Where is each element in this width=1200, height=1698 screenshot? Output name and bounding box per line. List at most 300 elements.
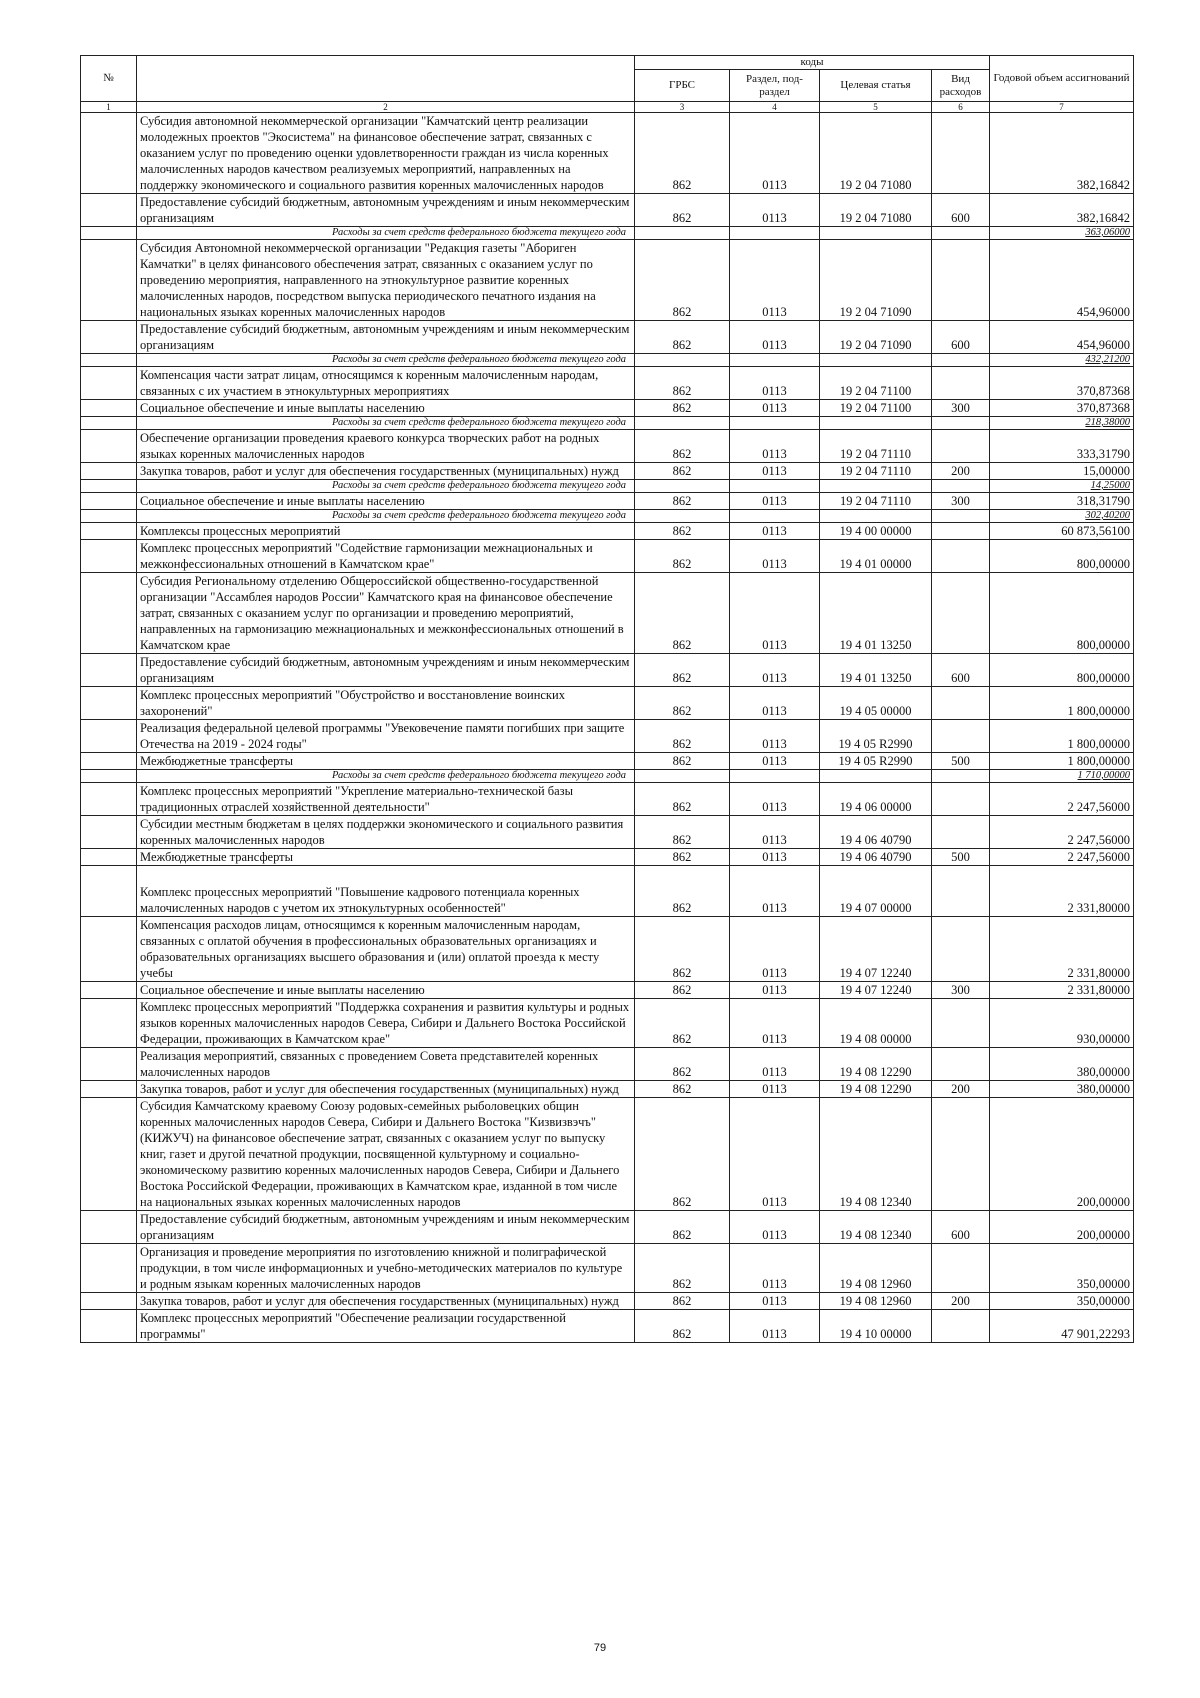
row-sum: 380,00000 — [990, 1048, 1134, 1081]
row-number-cell — [81, 1098, 137, 1211]
row-name: Расходы за счет средств федерального бюджета текущего года — [137, 770, 635, 783]
row-grbs: 862 — [635, 430, 730, 463]
row-razdel: 0113 — [730, 783, 820, 816]
row-sum: 2 247,56000 — [990, 816, 1134, 849]
row-number-cell — [81, 227, 137, 240]
row-razdel: 0113 — [730, 849, 820, 866]
row-name: Комплекс процессных мероприятий "Повышение кадрового потенциала коренных малочисленных народов с учетом их этнокультурных особенностей" — [137, 866, 635, 917]
table-header — [81, 56, 1134, 113]
row-sum: 800,00000 — [990, 573, 1134, 654]
row-razdel: 0113 — [730, 654, 820, 687]
row-number-cell — [81, 194, 137, 227]
row-number-cell — [81, 523, 137, 540]
row-expense-type — [932, 720, 990, 753]
row-name: Комплексы процессных мероприятий — [137, 523, 635, 540]
target-article-cell — [820, 417, 932, 430]
row-razdel: 0113 — [730, 493, 820, 510]
row-target-article: 19 4 01 13250 — [820, 573, 932, 654]
row-grbs: 862 — [635, 400, 730, 417]
row-number-cell — [81, 1244, 137, 1293]
row-razdel: 0113 — [730, 113, 820, 194]
row-name: Комплекс процессных мероприятий "Укрепление материально-технической базы традиционных отраслей хозяйственной деятельности" — [137, 783, 635, 816]
row-name: Организация и проведение мероприятия по изготовлению книжной и полиграфической продукции, в том числе информационных и учебно-методических материалов по культуре и родным языкам коренных малочисленных народов — [137, 1244, 635, 1293]
row-number-cell — [81, 113, 137, 194]
row-target-article: 19 4 08 12340 — [820, 1098, 932, 1211]
row-number-cell — [81, 1310, 137, 1343]
row-name: Расходы за счет средств федерального бюджета текущего года — [137, 510, 635, 523]
row-target-article: 19 4 08 12340 — [820, 1211, 932, 1244]
row-name: Предоставление субсидий бюджетным, автономным учреждениям и иным некоммерческим организациям — [137, 1211, 635, 1244]
target-article-cell — [820, 354, 932, 367]
row-expense-type: 500 — [932, 849, 990, 866]
table-row — [81, 753, 1134, 770]
row-name: Комплекс процессных мероприятий "Поддержка сохранения и развития культуры и родных языков коренных малочисленных народов Севера, Сибири и Дальнего Востока Российской Федерации, проживающих в Камчатском крае" — [137, 999, 635, 1048]
target-article-cell — [820, 770, 932, 783]
row-grbs: 862 — [635, 654, 730, 687]
row-razdel: 0113 — [730, 982, 820, 999]
row-target-article: 19 4 05 00000 — [820, 687, 932, 720]
row-sum: 47 901,22293 — [990, 1310, 1134, 1343]
razdel-cell — [730, 770, 820, 783]
table-row — [81, 982, 1134, 999]
table-row — [81, 493, 1134, 510]
table-row — [81, 367, 1134, 400]
row-expense-type: 300 — [932, 400, 990, 417]
row-grbs: 862 — [635, 999, 730, 1048]
table-row — [81, 816, 1134, 849]
row-expense-type — [932, 540, 990, 573]
row-name: Предоставление субсидий бюджетным, автономным учреждениям и иным некоммерческим организациям — [137, 654, 635, 687]
table-row — [81, 400, 1134, 417]
row-sum: 382,16842 — [990, 113, 1134, 194]
row-name: Субсидии местным бюджетам в целях поддержки экономического и социального развития коренных малочисленных народов — [137, 816, 635, 849]
row-name: Субсидия Автономной некоммерческой организации "Редакция газеты "Абориген Камчатки" в целях финансового обеспечения затрат, связанных с оказанием услуг по проведению мероприятия, направленного на этнокультурное развитие коренных малочисленных народов, посредством выпуска периодического печатного издания на национальных языках коренных малочисленных народов — [137, 240, 635, 321]
row-razdel: 0113 — [730, 1310, 820, 1343]
row-grbs: 862 — [635, 523, 730, 540]
table-row — [81, 849, 1134, 866]
row-expense-type — [932, 573, 990, 654]
federal-budget-row — [81, 417, 1134, 430]
row-sum: 800,00000 — [990, 540, 1134, 573]
row-grbs: 862 — [635, 1048, 730, 1081]
federal-budget-row — [81, 480, 1134, 493]
row-expense-type: 300 — [932, 982, 990, 999]
row-number-cell — [81, 463, 137, 480]
row-razdel: 0113 — [730, 1098, 820, 1211]
row-razdel: 0113 — [730, 1211, 820, 1244]
row-sum: 2 331,80000 — [990, 917, 1134, 982]
budget-document-page — [80, 55, 1133, 1343]
row-sum: 1 800,00000 — [990, 720, 1134, 753]
row-name: Предоставление субсидий бюджетным, автономным учреждениям и иным некоммерческим организациям — [137, 194, 635, 227]
row-sum: 60 873,56100 — [990, 523, 1134, 540]
table-row — [81, 463, 1134, 480]
row-number-cell — [81, 866, 137, 917]
table-row — [81, 113, 1134, 194]
row-sum: 363,06000 — [990, 227, 1134, 240]
row-number-cell — [81, 770, 137, 783]
row-name: Расходы за счет средств федерального бюджета текущего года — [137, 480, 635, 493]
row-sum: 350,00000 — [990, 1244, 1134, 1293]
row-target-article: 19 4 10 00000 — [820, 1310, 932, 1343]
row-expense-type: 600 — [932, 1211, 990, 1244]
row-sum: 350,00000 — [990, 1293, 1134, 1310]
row-grbs: 862 — [635, 849, 730, 866]
row-grbs: 862 — [635, 113, 730, 194]
header-razdel: Раздел, под-раздел — [730, 70, 820, 102]
row-number-cell — [81, 982, 137, 999]
table-row — [81, 1098, 1134, 1211]
row-grbs: 862 — [635, 917, 730, 982]
column-number: 4 — [730, 102, 820, 113]
row-sum: 382,16842 — [990, 194, 1134, 227]
expense-type-cell — [932, 480, 990, 493]
table-row — [81, 240, 1134, 321]
row-expense-type — [932, 917, 990, 982]
row-number-cell — [81, 540, 137, 573]
razdel-cell — [730, 417, 820, 430]
row-sum: 454,96000 — [990, 240, 1134, 321]
row-expense-type: 200 — [932, 1081, 990, 1098]
header-volume: Годовой объем ассигнований — [990, 56, 1134, 102]
row-sum: 15,00000 — [990, 463, 1134, 480]
row-target-article: 19 2 04 71110 — [820, 463, 932, 480]
row-expense-type — [932, 687, 990, 720]
table-row — [81, 917, 1134, 982]
row-number-cell — [81, 1048, 137, 1081]
row-expense-type: 500 — [932, 753, 990, 770]
row-expense-type — [932, 783, 990, 816]
row-razdel: 0113 — [730, 430, 820, 463]
row-expense-type — [932, 1244, 990, 1293]
target-article-cell — [820, 510, 932, 523]
razdel-cell — [730, 354, 820, 367]
row-sum: 2 331,80000 — [990, 866, 1134, 917]
row-target-article: 19 4 00 00000 — [820, 523, 932, 540]
expense-type-cell — [932, 770, 990, 783]
row-name: Комплекс процессных мероприятий "Обустройство и восстановление воинских захоронений" — [137, 687, 635, 720]
budget-table — [80, 55, 1134, 1343]
row-grbs: 862 — [635, 1310, 730, 1343]
row-number-cell — [81, 480, 137, 493]
row-sum: 318,31790 — [990, 493, 1134, 510]
row-number-cell — [81, 417, 137, 430]
row-name: Реализация федеральной целевой программы "Увековечение памяти погибших при защите Отечества на 2019 - 2024 годы" — [137, 720, 635, 753]
row-expense-type: 300 — [932, 493, 990, 510]
row-number-cell — [81, 573, 137, 654]
header-celevaya: Целевая статья — [820, 70, 932, 102]
row-grbs: 862 — [635, 573, 730, 654]
expense-type-cell — [932, 417, 990, 430]
expense-type-cell — [932, 354, 990, 367]
row-target-article: 19 2 04 71090 — [820, 321, 932, 354]
grbs-cell — [635, 354, 730, 367]
row-grbs: 862 — [635, 194, 730, 227]
row-expense-type — [932, 430, 990, 463]
table-row — [81, 999, 1134, 1048]
row-sum: 370,87368 — [990, 367, 1134, 400]
row-name: Предоставление субсидий бюджетным, автономным учреждениям и иным некоммерческим организациям — [137, 321, 635, 354]
row-sum: 218,38000 — [990, 417, 1134, 430]
row-target-article: 19 4 06 00000 — [820, 783, 932, 816]
row-sum: 800,00000 — [990, 654, 1134, 687]
target-article-cell — [820, 227, 932, 240]
row-sum: 2 247,56000 — [990, 783, 1134, 816]
row-target-article: 19 4 07 12240 — [820, 917, 932, 982]
row-sum: 370,87368 — [990, 400, 1134, 417]
row-expense-type: 200 — [932, 463, 990, 480]
row-name: Реализация мероприятий, связанных с проведением Совета представителей коренных малочисленных народов — [137, 1048, 635, 1081]
column-number: 5 — [820, 102, 932, 113]
row-grbs: 862 — [635, 463, 730, 480]
row-target-article: 19 4 06 40790 — [820, 816, 932, 849]
grbs-cell — [635, 510, 730, 523]
row-grbs: 862 — [635, 1293, 730, 1310]
row-target-article: 19 2 04 71110 — [820, 430, 932, 463]
grbs-cell — [635, 770, 730, 783]
row-target-article: 19 2 04 71110 — [820, 493, 932, 510]
row-razdel: 0113 — [730, 687, 820, 720]
row-razdel: 0113 — [730, 720, 820, 753]
row-name: Субсидия Камчатскому краевому Союзу родовых-семейных рыболовецких общин коренных малочисленных народов Севера, Сибири и Дальнего Востока "Кизвизвэчъ" (КИЖУЧ) на финансовое обеспечение затрат, связанных с оказанием услуг по выпуску книг, газет и другой печатной продукции, посвященной культурному и социально-экономическому развитию коренных малочисленных народов Севера, Сибири и Дальнего Востока Российской Федерации, проживающих в Камчатском крае, изданной в том числе на национальных языках коренных малочисленных народов — [137, 1098, 635, 1211]
razdel-cell — [730, 227, 820, 240]
row-target-article: 19 4 08 00000 — [820, 999, 932, 1048]
column-number: 7 — [990, 102, 1134, 113]
row-grbs: 862 — [635, 1081, 730, 1098]
row-razdel: 0113 — [730, 816, 820, 849]
row-number-cell — [81, 720, 137, 753]
row-number-cell — [81, 354, 137, 367]
row-number-cell — [81, 1081, 137, 1098]
row-expense-type: 600 — [932, 194, 990, 227]
row-sum: 14,25000 — [990, 480, 1134, 493]
row-sum: 2 247,56000 — [990, 849, 1134, 866]
row-expense-type — [932, 367, 990, 400]
row-name: Комплекс процессных мероприятий "Обеспечение реализации государственной программы" — [137, 1310, 635, 1343]
row-number-cell — [81, 400, 137, 417]
row-sum: 1 800,00000 — [990, 687, 1134, 720]
row-grbs: 862 — [635, 321, 730, 354]
row-target-article: 19 4 08 12290 — [820, 1048, 932, 1081]
row-number-cell — [81, 367, 137, 400]
row-number-cell — [81, 321, 137, 354]
row-razdel: 0113 — [730, 753, 820, 770]
federal-budget-row — [81, 354, 1134, 367]
row-grbs: 862 — [635, 493, 730, 510]
row-grbs: 862 — [635, 1211, 730, 1244]
row-number-cell — [81, 510, 137, 523]
grbs-cell — [635, 417, 730, 430]
federal-budget-row — [81, 227, 1134, 240]
column-number: 6 — [932, 102, 990, 113]
row-name: Компенсация части затрат лицам, относящимся к коренным малочисленным народам, связанных с их участием в этнокультурных мероприятиях — [137, 367, 635, 400]
table-body — [81, 113, 1134, 1343]
row-razdel: 0113 — [730, 1081, 820, 1098]
row-sum: 200,00000 — [990, 1211, 1134, 1244]
table-row — [81, 573, 1134, 654]
row-sum: 380,00000 — [990, 1081, 1134, 1098]
table-row — [81, 1081, 1134, 1098]
row-name: Межбюджетные трансферты — [137, 753, 635, 770]
federal-budget-row — [81, 510, 1134, 523]
razdel-cell — [730, 480, 820, 493]
row-razdel: 0113 — [730, 917, 820, 982]
row-sum: 200,00000 — [990, 1098, 1134, 1211]
row-grbs: 862 — [635, 783, 730, 816]
row-number-cell — [81, 816, 137, 849]
row-target-article: 19 4 05 R2990 — [820, 720, 932, 753]
row-grbs: 862 — [635, 540, 730, 573]
row-grbs: 862 — [635, 367, 730, 400]
row-target-article: 19 2 04 71090 — [820, 240, 932, 321]
row-razdel: 0113 — [730, 866, 820, 917]
target-article-cell — [820, 480, 932, 493]
table-row — [81, 430, 1134, 463]
row-expense-type: 200 — [932, 1293, 990, 1310]
row-target-article: 19 4 01 13250 — [820, 654, 932, 687]
row-expense-type — [932, 816, 990, 849]
row-razdel: 0113 — [730, 1293, 820, 1310]
federal-budget-row — [81, 770, 1134, 783]
row-name: Расходы за счет средств федерального бюджета текущего года — [137, 354, 635, 367]
row-razdel: 0113 — [730, 999, 820, 1048]
row-target-article: 19 2 04 71100 — [820, 400, 932, 417]
row-number-cell — [81, 493, 137, 510]
row-target-article: 19 4 05 R2990 — [820, 753, 932, 770]
row-razdel: 0113 — [730, 1244, 820, 1293]
row-expense-type — [932, 1048, 990, 1081]
table-row — [81, 783, 1134, 816]
row-razdel: 0113 — [730, 573, 820, 654]
header-name — [137, 56, 635, 102]
row-number-cell — [81, 1293, 137, 1310]
row-razdel: 0113 — [730, 240, 820, 321]
expense-type-cell — [932, 227, 990, 240]
grbs-cell — [635, 227, 730, 240]
row-name: Закупка товаров, работ и услуг для обеспечения государственных (муниципальных) нужд — [137, 463, 635, 480]
row-grbs: 862 — [635, 1098, 730, 1211]
row-number-cell — [81, 753, 137, 770]
row-grbs: 862 — [635, 753, 730, 770]
row-name: Комплекс процессных мероприятий "Содействие гармонизации межнациональных и межконфессиональных отношений в Камчатском крае" — [137, 540, 635, 573]
table-row — [81, 687, 1134, 720]
row-sum: 302,40200 — [990, 510, 1134, 523]
row-target-article: 19 4 01 00000 — [820, 540, 932, 573]
table-row — [81, 1310, 1134, 1343]
row-name: Закупка товаров, работ и услуг для обеспечения государственных (муниципальных) нужд — [137, 1293, 635, 1310]
row-target-article: 19 2 04 71100 — [820, 367, 932, 400]
header-column-numbers — [81, 102, 1134, 113]
row-expense-type — [932, 113, 990, 194]
row-razdel: 0113 — [730, 321, 820, 354]
row-razdel: 0113 — [730, 540, 820, 573]
table-row — [81, 866, 1134, 917]
row-target-article: 19 4 08 12960 — [820, 1244, 932, 1293]
row-sum: 1 710,00000 — [990, 770, 1134, 783]
row-expense-type — [932, 999, 990, 1048]
row-expense-type — [932, 523, 990, 540]
page-number: 79 — [593, 1642, 607, 1654]
row-expense-type — [932, 240, 990, 321]
row-grbs: 862 — [635, 866, 730, 917]
table-row — [81, 1293, 1134, 1310]
row-expense-type: 600 — [932, 654, 990, 687]
row-razdel: 0113 — [730, 523, 820, 540]
column-number: 1 — [81, 102, 137, 113]
row-expense-type: 600 — [932, 321, 990, 354]
row-name: Расходы за счет средств федерального бюджета текущего года — [137, 227, 635, 240]
header-vid: Вид расходов — [932, 70, 990, 102]
header-num: № — [81, 56, 137, 102]
row-razdel: 0113 — [730, 400, 820, 417]
row-name: Социальное обеспечение и иные выплаты населению — [137, 493, 635, 510]
row-grbs: 862 — [635, 816, 730, 849]
row-expense-type — [932, 866, 990, 917]
row-name: Субсидия Региональному отделению Общероссийской общественно-государственной организации "Ассамблея народов России" Камчатского края на финансовое обеспечение затрат, связанных с оказанием услуг по организации и проведению мероприятий, направленных на гармонизацию межнациональных и межконфессиональных отношений в Камчатском крае — [137, 573, 635, 654]
row-number-cell — [81, 240, 137, 321]
row-name: Социальное обеспечение и иные выплаты населению — [137, 400, 635, 417]
row-grbs: 862 — [635, 1244, 730, 1293]
table-row — [81, 1244, 1134, 1293]
row-number-cell — [81, 849, 137, 866]
row-razdel: 0113 — [730, 463, 820, 480]
row-sum: 432,21200 — [990, 354, 1134, 367]
row-expense-type — [932, 1098, 990, 1211]
row-target-article: 19 2 04 71080 — [820, 113, 932, 194]
row-target-article: 19 4 08 12960 — [820, 1293, 932, 1310]
row-target-article: 19 4 06 40790 — [820, 849, 932, 866]
row-target-article: 19 4 07 00000 — [820, 866, 932, 917]
header-codes: коды — [635, 56, 990, 70]
razdel-cell — [730, 510, 820, 523]
row-name: Субсидия автономной некоммерческой организации "Камчатский центр реализации молодежных проектов "Экосистема" на финансовое обеспечение затрат, связанных с оказанием услуг по проведению оценки удовлетворенности граждан из числа коренных малочисленных народов качеством реализуемых мероприятий, направленных на поддержку экономического и социального развития коренных малочисленных народов — [137, 113, 635, 194]
row-grbs: 862 — [635, 720, 730, 753]
row-sum: 2 331,80000 — [990, 982, 1134, 999]
header-grbs: ГРБС — [635, 70, 730, 102]
row-name: Закупка товаров, работ и услуг для обеспечения государственных (муниципальных) нужд — [137, 1081, 635, 1098]
column-number: 2 — [137, 102, 635, 113]
table-row — [81, 1048, 1134, 1081]
row-name: Компенсация расходов лицам, относящимся к коренным малочисленным народам, связанных с оплатой обучения в профессиональных образовательных организациях и образовательных организациях высшего образования и (или) оплатой проезда к месту учебы — [137, 917, 635, 982]
row-number-cell — [81, 687, 137, 720]
row-target-article: 19 4 07 12240 — [820, 982, 932, 999]
grbs-cell — [635, 480, 730, 493]
row-sum: 333,31790 — [990, 430, 1134, 463]
table-row — [81, 540, 1134, 573]
row-razdel: 0113 — [730, 1048, 820, 1081]
row-name: Межбюджетные трансферты — [137, 849, 635, 866]
table-row — [81, 720, 1134, 753]
row-number-cell — [81, 999, 137, 1048]
row-number-cell — [81, 430, 137, 463]
column-number: 3 — [635, 102, 730, 113]
row-razdel: 0113 — [730, 367, 820, 400]
row-sum: 1 800,00000 — [990, 753, 1134, 770]
row-sum: 454,96000 — [990, 321, 1134, 354]
row-target-article: 19 4 08 12290 — [820, 1081, 932, 1098]
table-row — [81, 321, 1134, 354]
row-number-cell — [81, 917, 137, 982]
row-name: Обеспечение организации проведения краевого конкурса творческих работ на родных языках коренных малочисленных народов — [137, 430, 635, 463]
row-razdel: 0113 — [730, 194, 820, 227]
row-sum: 930,00000 — [990, 999, 1134, 1048]
row-grbs: 862 — [635, 687, 730, 720]
row-name: Социальное обеспечение и иные выплаты населению — [137, 982, 635, 999]
row-expense-type — [932, 1310, 990, 1343]
row-number-cell — [81, 654, 137, 687]
row-grbs: 862 — [635, 982, 730, 999]
row-name: Расходы за счет средств федерального бюджета текущего года — [137, 417, 635, 430]
